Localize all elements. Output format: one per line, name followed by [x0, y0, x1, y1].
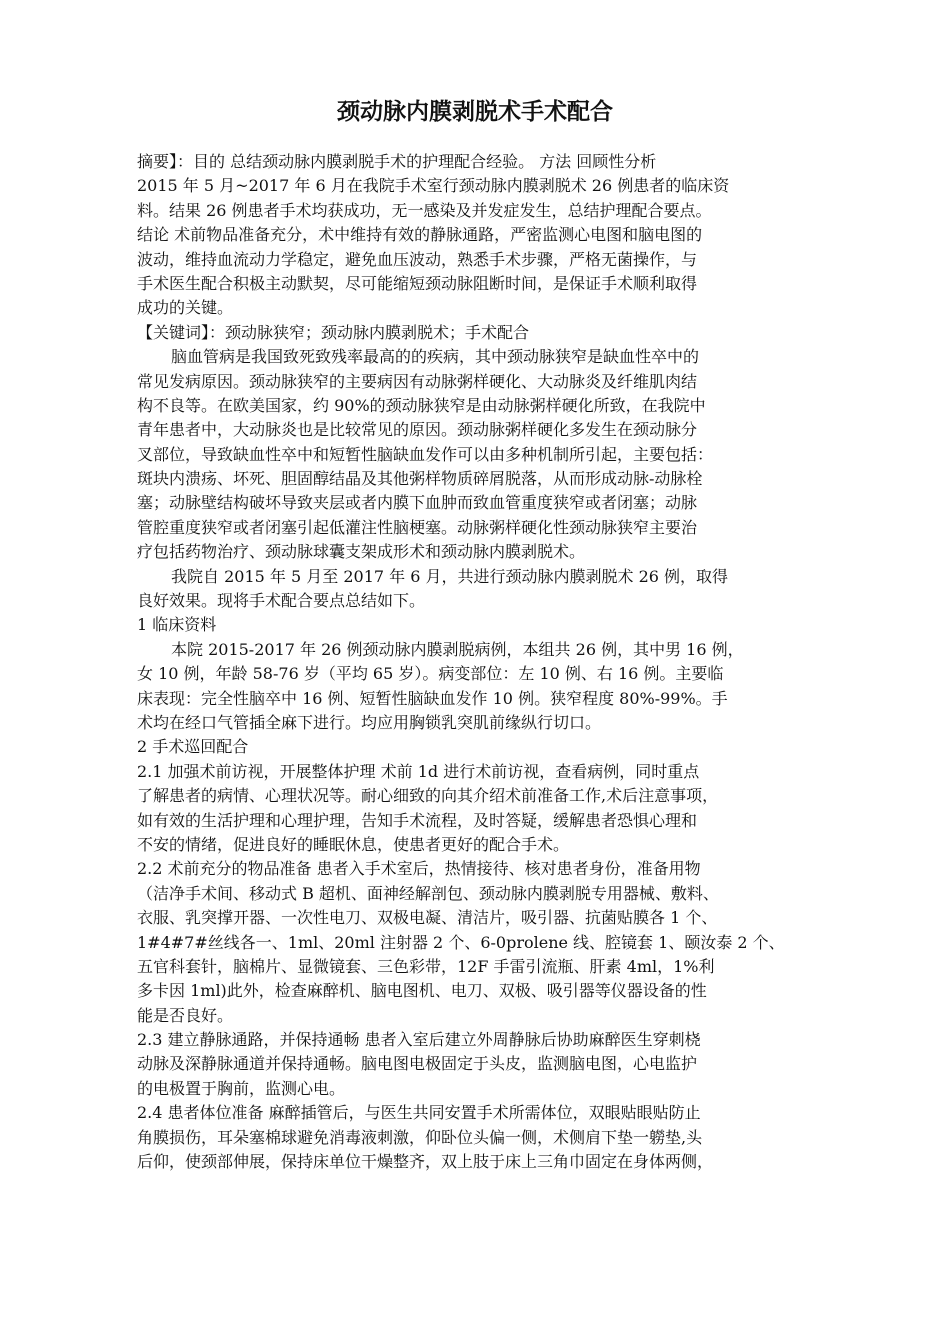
text-line: 1#4#7#丝线各一、1ml、20ml 注射器 2 个、6-0prolene 线、腔镜套 1、颐汝泰 2 个、	[137, 932, 785, 952]
text-line: 的电极置于胸前，监测心电。	[137, 1078, 346, 1098]
text-line: 2.2 术前充分的物品准备 患者入手术室后，热情接待、核对患者身份，准备用物	[137, 859, 701, 879]
text-line: 了解患者的病情、心理状况等。耐心细致的向其介绍术前准备工作,术后注意事项，	[137, 786, 719, 806]
text-line: 料。结果 26 例患者手术均获成功，无一感染及并发症发生，总结护理配合要点。	[137, 200, 712, 220]
document-title: 颈动脉内膜剥脱术手术配合	[337, 99, 613, 125]
text-line: 术均在经口气管插全麻下进行。均应用胸锁乳突肌前缘纵行切口。	[137, 712, 602, 732]
text-line: 手术医生配合积极主动默契，尽可能缩短颈动脉阻断时间，是保证手术顺利取得	[137, 273, 698, 293]
text-line: 2.3 建立静脉通路，并保持通畅 患者入室后建立外周静脉后协助麻醉医生穿刺桡	[137, 1030, 701, 1050]
text-line: 波动，维持血流动力学稳定，避免血压波动，熟悉手术步骤，严格无菌操作，与	[137, 249, 698, 269]
text-line: 能是否良好。	[137, 1005, 234, 1025]
text-line: 多卡因 1ml)此外，检查麻醉机、脑电图机、电刀、双极、吸引器等仪器设备的性	[137, 981, 707, 1001]
text-line: 后仰，使颈部伸展，保持床单位干燥整齐，双上肢于床上三角巾固定在身体两侧，	[137, 1152, 714, 1172]
text-line: 衣服、乳突撑开器、一次性电刀、双极电凝、清洁片，吸引器、抗菌贴膜各 1 个、	[137, 908, 718, 928]
text-line: 2015 年 5 月~2017 年 6 月在我院手术室行颈动脉内膜剥脱术 26 例患者的临床资	[137, 176, 730, 196]
text-line: 本院 2015-2017 年 26 例颈动脉内膜剥脱病例，本组共 26 例，其中男 16 例，	[171, 639, 744, 659]
text-line: 动脉及深静脉通道并保持通畅。脑电图电极固定于头皮，监测脑电图，心电监护	[137, 1054, 698, 1074]
text-line: 角膜损伤，耳朵塞棉球避免消毒液刺激，仰卧位头偏一侧，术侧肩下垫一軂垫,头	[137, 1127, 703, 1147]
text-line: 床表现：完全性脑卒中 16 例、短暂性脑缺血发作 10 例。狭窄程度 80%-99%。手	[137, 688, 728, 708]
text-line: 疗包括药物治疗、颈动脉球囊支架成形术和颈动脉内膜剥脱术。	[137, 542, 586, 562]
text-line: 塞；动脉壁结构破坏导致夹层或者内膜下血肿而致血管重度狭窄或者闭塞；动脉	[137, 493, 698, 513]
text-line: 结论 术前物品准备充分，术中维持有效的静脉通路，严密监测心电图和脑电图的	[137, 225, 703, 245]
text-line: 女 10 例，年龄 58-76 岁（平均 65 岁）。病变部位：左 10 例、右 16 例。主要临	[137, 664, 724, 684]
document-body	[137, 150, 827, 1174]
text-line: 构不良等。在欧美国家，约 90%的颈动脉狭窄是由动脉粥样硬化所致，在我院中	[137, 395, 706, 415]
text-line: 脑血管病是我国致死致残率最高的的疾病，其中颈动脉狭窄是缺血性卒中的	[171, 347, 700, 367]
text-line: 良好效果。现将手术配合要点总结如下。	[137, 591, 426, 611]
text-line: 2 手术巡回配合	[137, 737, 249, 757]
text-line: 斑块内溃疡、坏死、胆固醇结晶及其他粥样物质碎屑脱落，从而形成动脉-动脉栓	[137, 469, 703, 489]
text-line: 五官科套针，脑棉片、显微镜套、三色彩带，12F 手雷引流瓶、肝素 4ml，1%利	[137, 956, 715, 976]
text-line: 常见发病原因。颈动脉狭窄的主要病因有动脉粥样硬化、大动脉炎及纤维肌肉结	[137, 371, 698, 391]
text-line: 我院自 2015 年 5 月至 2017 年 6 月，共进行颈动脉内膜剥脱术 26 例，取得	[171, 566, 729, 586]
text-line: 1 临床资料	[137, 615, 217, 635]
text-line: 叉部位，导致缺血性卒中和短暂性脑缺血发作可以由多种机制所引起，主要包括：	[137, 444, 714, 464]
text-line: 2.4 患者体位准备 麻醉插管后，与医生共同安置手术所需体位，双眼贴眼贴防止	[137, 1103, 701, 1123]
text-line: 摘要】：目的 总结颈动脉内膜剥脱手术的护理配合经验。 方法 回顾性分析	[137, 152, 657, 171]
text-line: 2.1 加强术前访视，开展整体护理 术前 1d 进行术前访视，查看病例，同时重点	[137, 761, 700, 781]
text-line: 不安的情绪，促进良好的睡眠休息，使患者更好的配合手术。	[137, 834, 570, 854]
text-line: 如有效的生活护理和心理护理，告知手术流程，及时答疑，缓解患者恐惧心理和	[137, 810, 698, 830]
text-line: 青年患者中，大动脉炎也是比较常见的原因。颈动脉粥样硬化多发生在颈动脉分	[137, 420, 698, 440]
text-line: 管腔重度狭窄或者闭塞引起低灌注性脑梗塞。动脉粥样硬化性颈动脉狭窄主要治	[137, 517, 698, 537]
text-line: 【关键词】：颈动脉狭窄；颈动脉内膜剥脱术；手术配合	[137, 322, 530, 342]
text-line: （洁净手术间、移动式 B 超机、面神经解剖包、颈动脉内膜剥脱专用器械、敷料、	[137, 883, 719, 903]
text-line: 成功的关键。	[137, 298, 234, 318]
